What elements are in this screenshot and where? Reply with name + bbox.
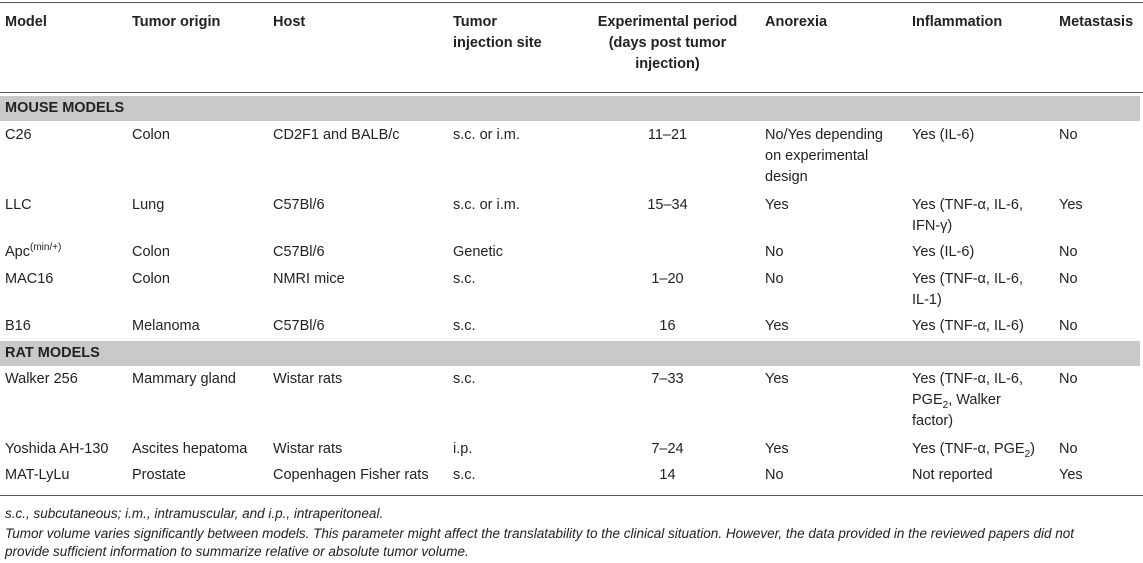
pge-subscript: 2: [1024, 448, 1031, 460]
cell-site: s.c.: [453, 318, 476, 334]
cell-period: 16: [659, 318, 676, 334]
cell-anorexia-line2: on experimental: [765, 148, 869, 164]
cell-inflammation: Yes (IL-6): [912, 244, 975, 260]
cell-metastasis: No: [1059, 271, 1078, 287]
section-rat-models: [0, 341, 1140, 366]
header-injection-site-line1: Tumor: [453, 14, 498, 30]
cell-model-superscript: (min/+): [30, 242, 62, 254]
section-mouse-models: [0, 96, 1140, 121]
cell-origin: Prostate: [132, 467, 186, 483]
cell-host: Wistar rats: [273, 441, 343, 457]
header-period-line3: injection): [635, 56, 700, 72]
cell-metastasis: No: [1059, 441, 1078, 457]
cell-inflammation: Yes (IL-6): [912, 127, 975, 143]
footnote-tumor-volume-line1: Tumor volume varies significantly between models. This parameter might affect the translatability to the clinical situation. However, the data provided in the reviewed papers did not: [5, 526, 1075, 541]
cell-model: LLC: [5, 197, 32, 213]
inflammation-tail: ): [1030, 441, 1035, 457]
cell-anorexia: No: [765, 244, 784, 260]
cell-model: Yoshida AH-130: [5, 441, 109, 457]
cell-model: MAT-LyLu: [5, 467, 70, 483]
cell-host: CD2F1 and BALB/c: [273, 127, 400, 143]
cell-host: C57Bl/6: [273, 244, 325, 260]
cell-inflammation-line2: IFN-γ): [912, 218, 953, 234]
cell-period: 14: [659, 467, 676, 483]
cell-metastasis: Yes: [1059, 467, 1083, 483]
cell-site: s.c. or i.m.: [453, 197, 520, 213]
cell-origin: Melanoma: [132, 318, 200, 334]
header-injection-site-line2: injection site: [453, 35, 542, 51]
cell-inflammation: Not reported: [912, 467, 993, 483]
cell-model: MAC16: [5, 271, 54, 287]
cell-model: C26: [5, 127, 32, 143]
cell-anorexia: Yes: [765, 441, 789, 457]
cell-origin: Colon: [132, 244, 170, 260]
section-rat-label: RAT MODELS: [5, 345, 100, 361]
header-model: Model: [5, 14, 47, 30]
cell-origin: Ascites hepatoma: [132, 441, 248, 457]
cell-inflammation-line2: IL-1): [912, 292, 942, 308]
cell-inflammation: [912, 269, 1052, 311]
cell-metastasis: Yes: [1059, 197, 1083, 213]
header-rule: [0, 92, 1143, 93]
cell-model: [5, 242, 125, 263]
cell-host: C57Bl/6: [273, 318, 325, 334]
cell-anorexia: No: [765, 271, 784, 287]
header-metastasis: Metastasis: [1059, 14, 1134, 30]
cell-inflammation: [912, 369, 1052, 432]
pge-text: PGE: [912, 392, 943, 408]
header-experimental-period: [590, 12, 745, 75]
cell-inflammation: [912, 195, 1052, 237]
footnote-abbreviations: s.c., subcutaneous; i.m., intramuscular, and i.p., intraperitoneal.: [5, 506, 384, 521]
cell-site: s.c.: [453, 271, 476, 287]
cell-inflammation-line1: Yes (TNF-α, IL-6,: [912, 271, 1023, 287]
cell-inflammation: Yes (TNF-α, IL-6): [912, 318, 1024, 334]
cell-metastasis: No: [1059, 127, 1078, 143]
header-inflammation: Inflammation: [912, 14, 1003, 30]
cell-inflammation-line1: Yes (TNF-α, IL-6,: [912, 197, 1023, 213]
cell-anorexia: No: [765, 467, 784, 483]
footnote-tumor-volume-line2: provide sufficient information to summarize relative or absolute tumor volume.: [5, 544, 469, 559]
cell-model: Walker 256: [5, 371, 78, 387]
cell-site: Genetic: [453, 244, 503, 260]
inflammation-text: Yes (TNF-α, PGE: [912, 441, 1025, 457]
cell-anorexia-line1: No/Yes depending: [765, 127, 883, 143]
cell-anorexia: Yes: [765, 318, 789, 334]
cell-model: B16: [5, 318, 31, 334]
header-host: Host: [273, 14, 306, 30]
cell-period: 11–21: [647, 127, 688, 143]
cell-period: 1–20: [651, 271, 684, 287]
header-tumor-origin: Tumor origin: [132, 14, 221, 30]
pge-tail: , Walker: [948, 392, 1001, 408]
header-period-line2: (days post tumor: [608, 35, 727, 51]
cell-model-base: Apc: [5, 244, 30, 260]
cell-origin: Colon: [132, 271, 170, 287]
cell-origin: Lung: [132, 197, 165, 213]
cell-anorexia: Yes: [765, 197, 789, 213]
cell-period: 7–33: [651, 371, 684, 387]
cell-host: NMRI mice: [273, 271, 345, 287]
cell-period: 7–24: [651, 441, 684, 457]
section-mouse-label: MOUSE MODELS: [5, 100, 125, 116]
cell-host: Copenhagen Fisher rats: [273, 467, 429, 483]
cell-inflammation: [912, 439, 1052, 460]
cell-period: 15–34: [647, 197, 688, 213]
cell-inflammation-line3: factor): [912, 413, 954, 429]
cell-anorexia: Yes: [765, 371, 789, 387]
cell-host: C57Bl/6: [273, 197, 325, 213]
header-anorexia: Anorexia: [765, 14, 828, 30]
cell-origin: Colon: [132, 127, 170, 143]
pge-subscript: 2: [942, 399, 949, 411]
cell-inflammation-line2: [912, 390, 1052, 411]
cell-site: s.c. or i.m.: [453, 127, 520, 143]
cell-origin: Mammary gland: [132, 371, 236, 387]
header-period-line1: Experimental period: [597, 14, 738, 30]
cell-anorexia: [765, 125, 905, 188]
table-top-rule: [0, 2, 1143, 3]
cell-metastasis: No: [1059, 371, 1078, 387]
cell-anorexia-line3: design: [765, 169, 808, 185]
cell-site: i.p.: [453, 441, 473, 457]
header-injection-site: [453, 12, 585, 54]
cell-inflammation-line1: Yes (TNF-α, IL-6,: [912, 371, 1023, 387]
cell-site: s.c.: [453, 371, 476, 387]
cell-metastasis: No: [1059, 318, 1078, 334]
cell-site: s.c.: [453, 467, 476, 483]
table-bottom-rule: [0, 495, 1143, 496]
cell-host: Wistar rats: [273, 371, 343, 387]
cell-metastasis: No: [1059, 244, 1078, 260]
